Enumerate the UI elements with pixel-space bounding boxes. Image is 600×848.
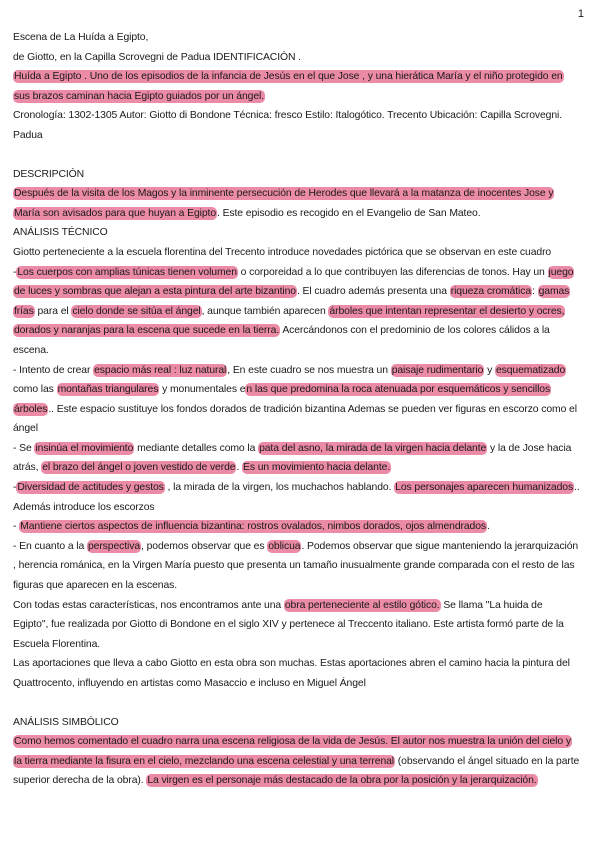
highlighted-text: riqueza cromática [450,286,532,298]
text-run: , podemos observar que es [141,540,268,552]
paragraph-gap [13,146,580,165]
text-run: - Intento de crear [13,364,94,376]
text-run: mediante detalles como la [134,442,259,454]
paragraph [13,596,580,655]
highlighted-text: esquematizado [495,364,566,376]
highlighted-text: Es un movimiento hacia delante. [243,462,391,474]
text-run: (observando el ángel situado en la parte superior derecha de la obra). [13,755,580,787]
highlighted-text: perspectiva [87,540,141,552]
text-run: .. Además introduce los escorzos [13,482,580,513]
highlighted-text: pata del asno, la mirada de la virgen hacia delante [259,442,487,454]
text-run: , aunque también aparecen [201,305,329,317]
text-run: - [13,521,20,533]
text-run: - [13,266,17,278]
text-run: - En cuanto a la [13,540,87,552]
text-run: Giotto perteneciente a la escuela florentina del Trecento introduce novedades pictórica que se observan en este cuadro [13,246,552,258]
highlighted-text: La virgen es el personaje más destacado de la obra por la posición y la jerarquización. [147,775,537,787]
text-run: Se llama "La huida de Egipto", fue realizada por Giotto di Bondone en el siglo XIV y pertenece al Treccento italiano. Este artista formó parte de la Escuela Florentina. [13,599,564,650]
paragraph [13,361,580,439]
highlighted-text: Los cuerpos con amplias túnicas tienen volumen [17,266,237,278]
paragraph [13,517,580,537]
highlighted-text: gamas frías [14,286,570,317]
paragraph [13,713,580,733]
highlighted-text: Después de la visita de los Magos y la inminente persecución de Herodes que llevará a la matanza de inocentes Jose y María son avisados para que huyan a Egipto [14,188,554,219]
paragraph [13,165,580,185]
paragraph [13,732,580,791]
text-run: . Este episodio es recogido en el Evangelio de San Mateo. [217,207,481,219]
highlighted-text: Como hemos comentado el cuadro narra una escena religiosa de la vida de Jesús. El autor nos muestra la unión del cielo y la tierra mediante la fisura en el cielo, mezclando una escena celestial y una terrenal [14,736,571,767]
paragraph [13,106,580,145]
paragraph [13,537,580,596]
highlighted-text: insinúa el movimiento [35,442,134,454]
text-run: - [13,482,17,494]
highlighted-text: obra perteneciente al estilo gótico. [284,599,440,611]
text-run: .. Este espacio sustituye los fondos dorados de tradición bizantina Ademas se pueden ver figuras en escorzo como el ángel [13,403,577,435]
text-run: ANÁLISIS SIMBÓLICO [13,716,119,728]
text-run: , En este cuadro se nos muestra un [227,364,391,376]
highlighted-text: n las que predomina la roca atenuada por esquemáticos y sencillos árboles [14,384,551,415]
highlighted-text: paisaje rudimentario [391,364,484,376]
text-run: Cronología: 1302-1305 Autor: Giotto di Bondone Técnica: fresco Estilo: Italogótico. Trecento Ubicación: Capilla Scrovegni. Padua [13,110,563,141]
paragraph [13,243,580,263]
text-run: y la de Jose hacia atrás, [13,442,572,474]
highlighted-text: árboles que intentan representar el desierto y ocres, dorados y naranjas para la escena que sucede en la tierra. [14,305,565,337]
text-run: Con todas estas características, nos encontramos ante una [13,599,284,611]
paragraph-gap [13,694,580,713]
top-margin [13,0,580,28]
paragraph [13,478,580,517]
text-run: , la mirada de la virgen, los muchachos hablando. [164,482,395,494]
paragraph [13,67,580,106]
highlighted-text: oblicua [268,540,301,552]
text-run: para el [34,305,72,317]
paragraph [13,223,580,243]
paragraph [13,48,580,68]
paragraph [13,439,580,478]
text-run: y monumentales e [159,384,246,396]
text-run: . Podemos observar que sigue manteniendo la jerarquización , herencia románica, en la Virgen María puesto que presenta un tamaño inusualmente grande comparada con el resto de las figuras que aparecen en la escenas. [13,540,579,592]
text-run: . El cuadro además presenta una [296,286,450,298]
highlighted-text: el brazo del ángel o joven vestido de verde [42,462,236,474]
paragraph [13,654,580,693]
page-number: 1 [577,8,584,20]
text-run: : [532,286,538,298]
text-run: ANÁLISIS TÉCNICO [13,227,108,239]
text-run: . [487,521,490,533]
paragraph [13,263,580,361]
highlighted-text: Los personajes aparecen humanizados [395,482,574,494]
text-run: Las aportaciones que lleva a cabo Giotto en esta obra son muchas. Estas aportaciones abren el camino hacia la pintura del Quattrocento, influyendo en artistas como Masaccio e incluso en Miguel Ángel [13,658,570,689]
paragraph [13,28,580,48]
text-run: Acercándonos con el predominio de los colores cálidos a la escena. [13,325,550,356]
text-run: como las [13,384,57,396]
highlighted-text: Diversidad de actitudes y gestos [17,482,164,494]
highlighted-text: Huída a Egipto . Uno de los episodios de la infancia de Jesús en el que Jose , y una hierática María y el niño protegido en sus brazos caminan hacia Egipto guiados por un ángel. [14,71,563,102]
text-run: . [236,462,243,474]
text-run: Escena de La Huída a Egipto, [13,32,149,43]
document-body [13,28,580,791]
highlighted-text: Mantiene ciertos aspectos de influencia bizantina: rostros ovalados, nimbos dorados, ojos almendrados [20,521,486,533]
highlighted-text: montañas triangulares [57,384,159,396]
text-run: de Giotto, en la Capilla Scrovegni de Padua IDENTIFICACIÓN . [13,51,301,63]
text-run: - Se [13,442,35,454]
highlighted-text: espacio más real : luz natural [94,364,227,376]
paragraph [13,184,580,223]
text-run: DESCRIPCIÓN [13,168,85,180]
highlighted-text: juego de luces y sombras que alejan a esta pintura del arte bizantino [14,266,574,298]
text-run: o corporeidad a lo que contribuyen las diferencias de tonos. Hay un [237,266,548,278]
highlighted-text: cielo donde se sitúa el ángel [72,305,201,317]
text-run: y [484,364,495,376]
